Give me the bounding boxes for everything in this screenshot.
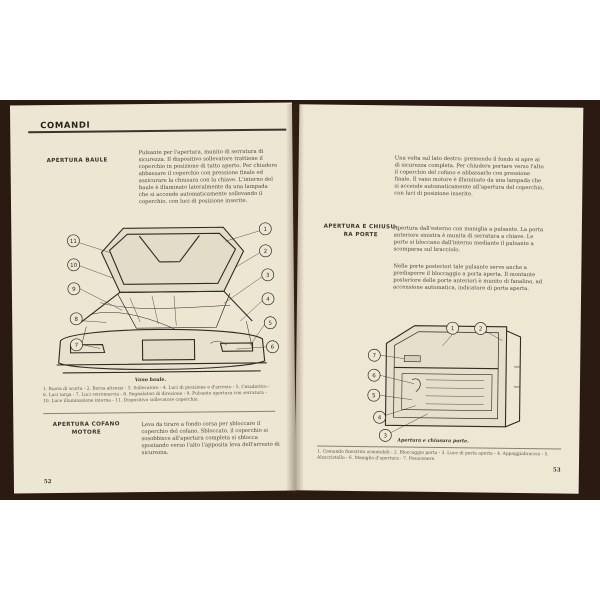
- callout-10: 10: [70, 262, 78, 269]
- callout-6: 6: [270, 344, 275, 351]
- callout-11: 11: [69, 238, 77, 245]
- callout-9: 9: [72, 286, 76, 293]
- door-callout-6: 6: [372, 373, 376, 380]
- door-legend: 1. Comando finestrini orientabili - 2. Bloccaggio porta - 3. Luce di porta aperta - 4. Appoggiabraccio - 5. Alzacristallo - 6. Maniglia d'apertura - 7. Posacenere.: [317, 449, 549, 462]
- door-callout-3: 3: [383, 433, 388, 440]
- left-page: [10, 103, 296, 494]
- trunk-text: Pulsante per l'apertura, munito di serratura di sicurezza. Il dispositivo sollevatore trattiene il coperchio in posizione di tutto aperto. Per chiudere abbassare il coperchio con pressione finale ed assicurare la chiusura con la chiave. L'interno del baule è illuminato lateralmente da una lampada che si accende automaticamente sollevando il coperchio, con luci di posizione inserite.: [138, 148, 278, 206]
- page-number-left: 52: [43, 479, 52, 486]
- doors-text-1: Apertura dall'esterno con maniglia a pulsante. La porta anteriore sinistra è munita di serratura a chiave. Le porte si bloccano dall'interno mediante il pulsante a scomparsa sul bracciolo.: [393, 225, 544, 254]
- door-callout-5: 5: [372, 393, 376, 400]
- trunk-legend: 1. Ruota di scorta - 2. Borsa attrezzi - 3. Sollevatore - 4. Luci di posizione e d'arresto - 5. Catadiottro - 6. Luci targa - 7. Luci retromarcia - 8. Segnalatori di direzione - 9. Pulsante apertura con serratura - 10. Luce illuminazione interna - 11. Dispositivo sollevatore coperchio.: [42, 384, 270, 405]
- trunk-illustration: [39, 221, 281, 386]
- page-number-right: 53: [552, 467, 561, 474]
- callout-2: 2: [263, 248, 268, 255]
- door-callout-4: 4: [377, 415, 382, 422]
- door-figure-title: Apertura e chiusura porte.: [397, 437, 469, 445]
- door-callout-2: 2: [478, 326, 483, 333]
- door-callout-7: 7: [372, 353, 377, 360]
- section-title: COMANDI: [40, 120, 91, 132]
- callout-8: 8: [74, 316, 79, 323]
- doors-heading: [320, 223, 402, 240]
- hood-heading-line2: MOTORE: [71, 429, 102, 436]
- callout-7: 7: [74, 342, 79, 349]
- doors-heading-line1: APERTURA E CHIUSU-: [323, 223, 399, 231]
- trunk-figure-title: Vano baule.: [134, 376, 167, 384]
- door-illustration: [355, 315, 527, 445]
- hood-text: Leva da tirare a fondo corsa per sbloccare il coperchio del cofano. Sbloccato, il coperchio si sosobbisce all'apertura completa si sblocca spostando verso l'alto l'apposita leva dell'arresto di sicurezza.: [141, 420, 280, 457]
- right-page: [295, 104, 584, 493]
- trunk-heading: APERTURA BAULE: [46, 157, 108, 165]
- callout-3: 3: [265, 272, 270, 279]
- book-gutter: [286, 104, 304, 494]
- callout-5: 5: [268, 320, 273, 327]
- legend-rule: [43, 411, 275, 414]
- callout-1: 1: [263, 226, 268, 233]
- hood-heading-line1: APERTURA COFANO: [52, 421, 120, 429]
- door-legend-rule: [317, 446, 561, 450]
- doors-heading-line2: RA PORTE: [343, 231, 378, 239]
- hood-continued-text: Una volta sul lato destro: premendo il fondo si apre ai di sicurezza completa. Per chiudere portare verso l'alto il coperchio del cofano e abbassarlo con pressione finale. Il vano motore è illuminato da una lampada che si accende automaticamente all'apertura del coperchio, con luci di posizione inserite.: [394, 155, 545, 198]
- hood-heading: [43, 420, 129, 437]
- door-callout-1: 1: [450, 326, 455, 333]
- doors-text-2: Nelle porte posteriori tale pulsante serve anche a predisporre il bloccaggio a porta aperta. Il montante posteriore delle porte anteriori è munito di fanalino, ad accensione automatica, indicatore di porta aperta.: [393, 263, 543, 293]
- callout-4: 4: [266, 296, 270, 303]
